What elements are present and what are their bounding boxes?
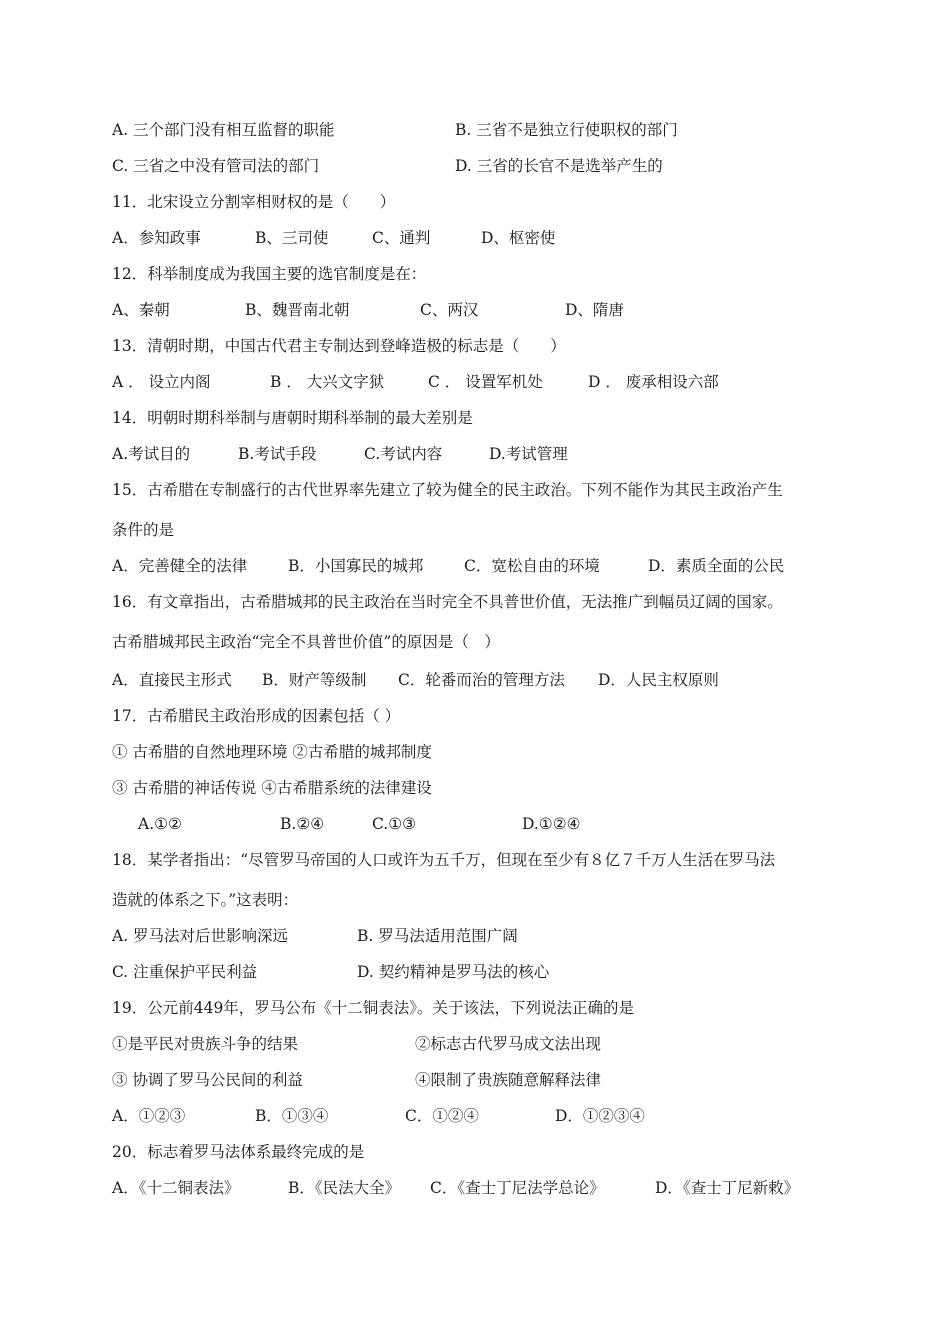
answer-option: C.①③ bbox=[372, 815, 417, 833]
question-text: 18．某学者指出：“尽管罗马帝国的人口或许为五千万，但现在至少有８亿７千万人生活在罗马法 bbox=[112, 851, 776, 869]
answer-option: ②标志古代罗马成文法出现 bbox=[415, 1035, 602, 1053]
question-text: 12．科举制度成为我国主要的选官制度是在： bbox=[112, 265, 427, 283]
answer-option: C．①②④ bbox=[405, 1107, 479, 1125]
answer-option: A.①② bbox=[138, 815, 182, 833]
answer-option: D．《查士丁尼新敕》 bbox=[655, 1179, 800, 1197]
answer-option: B. 罗马法适用范围广阔 bbox=[357, 927, 518, 945]
question-text: 16．有文章指出，古希腊城邦的民主政治在当时完全不具普世价值，无法推广到幅员辽阔的国家。 bbox=[112, 593, 783, 611]
answer-option: C.考试内容 bbox=[364, 445, 443, 463]
question-text: 20．标志着罗马法体系最终完成的是 bbox=[112, 1143, 365, 1161]
answer-option: C ． 设置军机处 bbox=[428, 373, 543, 391]
question-text: 造就的体系之下。”这表明： bbox=[112, 891, 299, 909]
answer-option: B．①③④ bbox=[255, 1107, 329, 1125]
answer-option: C. 三省之中没有管司法的部门 bbox=[112, 157, 320, 175]
question-text: 13．清朝时期，中国古代君主专制达到登峰造极的标志是（ ） bbox=[112, 337, 566, 355]
answer-option: D、隋唐 bbox=[565, 301, 624, 319]
answer-option: A．《十二铜表法》 bbox=[112, 1179, 240, 1197]
answer-option: B、魏晋南北朝 bbox=[245, 301, 350, 319]
answer-option: A ． 设立内阁 bbox=[112, 373, 211, 391]
answer-option: A．参知政事 bbox=[112, 229, 201, 247]
question-text: 19．公元前449年，罗马公布《十二铜表法》。关于该法，下列说法正确的是 bbox=[112, 999, 635, 1017]
answer-option: C、通判 bbox=[372, 229, 431, 247]
answer-option: B.考试手段 bbox=[238, 445, 317, 463]
answer-option: C、两汉 bbox=[420, 301, 479, 319]
question-text: ① 古希腊的自然地理环境 ②古希腊的城邦制度 bbox=[112, 743, 432, 761]
answer-option: B．财产等级制 bbox=[262, 671, 367, 689]
answer-option: ④限制了贵族随意解释法律 bbox=[415, 1071, 602, 1089]
answer-option: C．《查士丁尼法学总论》 bbox=[430, 1179, 605, 1197]
answer-option: ①是平民对贵族斗争的结果 bbox=[112, 1035, 299, 1053]
answer-option: B．小国寡民的城邦 bbox=[288, 557, 424, 575]
answer-option: C．宽松自由的环境 bbox=[464, 557, 600, 575]
answer-option: A．完善健全的法律 bbox=[112, 557, 248, 575]
answer-option: A．①②③ bbox=[112, 1107, 186, 1125]
answer-option: ③ 协调了罗马公民间的利益 bbox=[112, 1071, 303, 1089]
answer-option: D．①②③④ bbox=[555, 1107, 645, 1125]
question-text: 17．古希腊民主政治形成的因素包括（ ） bbox=[112, 707, 401, 725]
question-text: 条件的是 bbox=[112, 521, 175, 539]
answer-option: B.②④ bbox=[280, 815, 325, 833]
question-text: 14．明朝时期科举制与唐朝时期科举制的最大差别是 bbox=[112, 409, 473, 427]
answer-option: B、三司使 bbox=[255, 229, 329, 247]
question-text: 11．北宋设立分割宰相财权的是（ ） bbox=[112, 193, 396, 211]
answer-option: D.考试管理 bbox=[489, 445, 568, 463]
answer-option: B. 三省不是独立行使职权的部门 bbox=[455, 121, 678, 139]
question-text: 古希腊城邦民主政治“完全不具普世价值”的原因是（ ） bbox=[112, 633, 500, 651]
answer-option: D. 三省的长官不是选举产生的 bbox=[455, 157, 663, 175]
answer-option: D ． 废承相设六部 bbox=[588, 373, 719, 391]
answer-option: A. 三个部门没有相互监督的职能 bbox=[112, 121, 335, 139]
answer-option: D．人民主权原则 bbox=[598, 671, 719, 689]
question-text: ③ 古希腊的神话传说 ④古希腊系统的法律建设 bbox=[112, 779, 432, 797]
answer-option: B．《民法大全》 bbox=[288, 1179, 401, 1197]
answer-option: C. 注重保护平民利益 bbox=[112, 963, 258, 981]
answer-option: D.①②④ bbox=[522, 815, 581, 833]
answer-option: D．素质全面的公民 bbox=[648, 557, 785, 575]
answer-option: A.考试目的 bbox=[112, 445, 191, 463]
answer-option: D. 契约精神是罗马法的核心 bbox=[357, 963, 550, 981]
answer-option: D、枢密使 bbox=[481, 229, 556, 247]
question-text: 15．古希腊在专制盛行的古代世界率先建立了较为健全的民主政治。下列不能作为其民主政治产生 bbox=[112, 481, 783, 499]
answer-option: A、秦朝 bbox=[112, 301, 170, 319]
answer-option: A．直接民主形式 bbox=[112, 671, 232, 689]
answer-option: C．轮番而治的管理方法 bbox=[398, 671, 565, 689]
answer-option: B ． 大兴文字狱 bbox=[270, 373, 385, 391]
answer-option: A. 罗马法对后世影响深远 bbox=[112, 927, 289, 945]
